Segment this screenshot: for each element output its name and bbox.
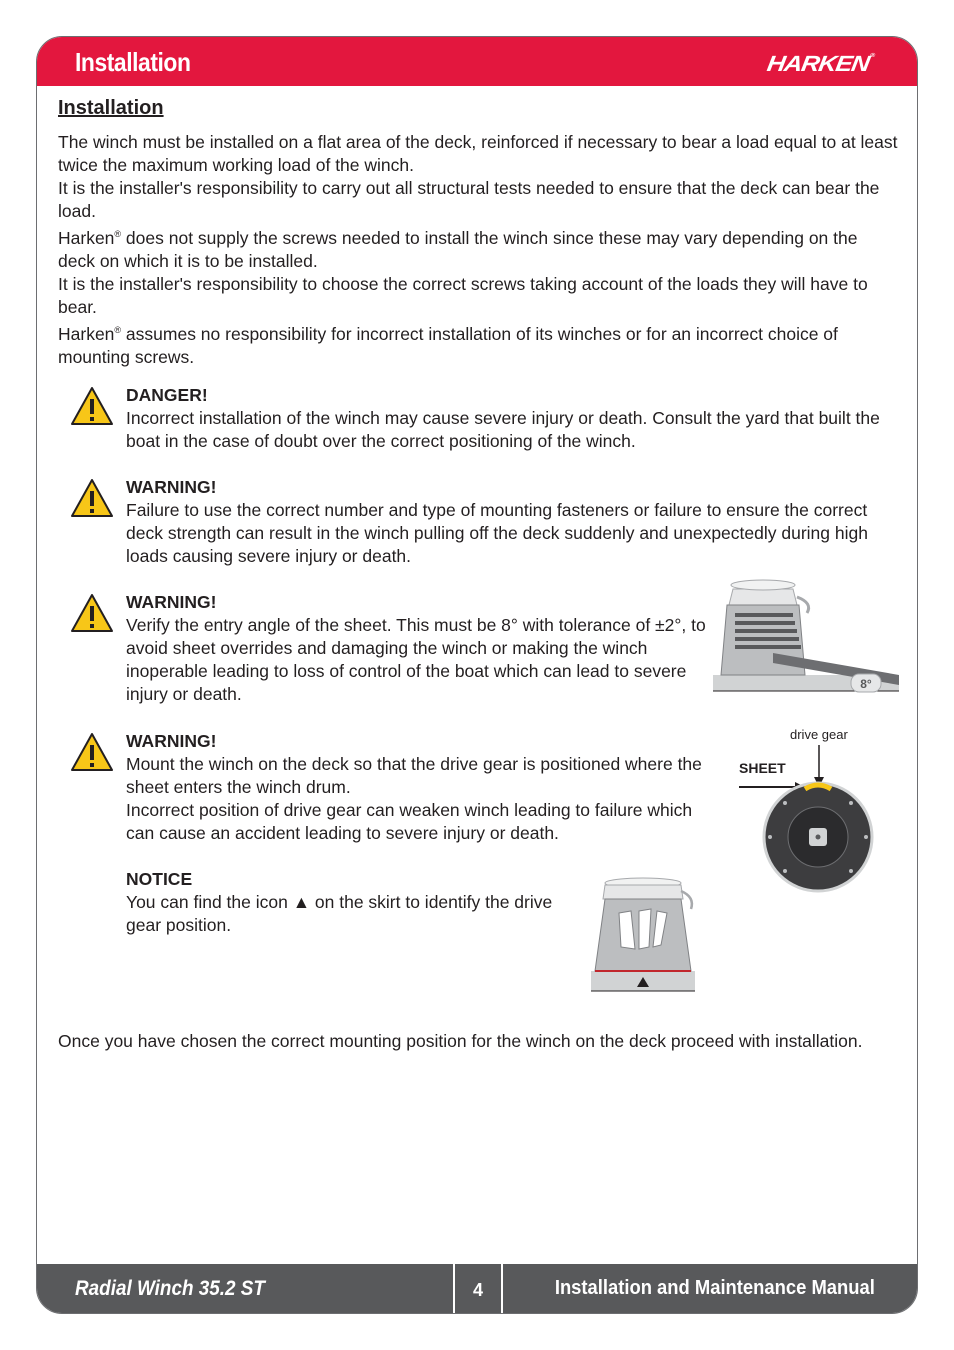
intro-paragraph-4: It is the installer's responsibility to choose the correct screws taking account of the loads they will have to bear.	[58, 273, 868, 317]
drive-gear-triangle-icon: ▲	[292, 892, 311, 912]
manual-title: Installation and Maintenance Manual	[554, 1277, 875, 1299]
intro-paragraph-2: It is the installer's responsibility to carry out all structural tests needed to ensure that the deck can bear the load.	[58, 178, 880, 221]
logo-mark: ®	[869, 52, 875, 59]
notice-heading: DANGER!	[126, 385, 208, 405]
section-title: Installation	[58, 97, 164, 119]
notice-text: Failure to use the correct number and type of mounting fasteners or failure to ensure the correct deck strength can result in the winch pulling off the deck suddenly and unexpectedly during high loads causing severe injury or death.	[126, 500, 868, 566]
notice-text: You can find the icon ▲ on the skirt to identify the drive gear position.	[126, 892, 553, 935]
page-footer	[37, 1264, 917, 1313]
notice-text-2: Incorrect position of drive gear can weaken winch leading to failure which can cause an accident leading to severe injury or death.	[126, 800, 693, 843]
winch-sheet-angle-figure	[713, 575, 901, 695]
notice-heading: WARNING!	[126, 592, 217, 612]
winch-top-view-figure	[735, 745, 875, 895]
page-number: 4	[453, 1264, 503, 1313]
warning-triangle-icon	[70, 386, 114, 426]
notice-text: Mount the winch on the deck so that the drive gear is positioned where the sheet enters the winch drum.	[126, 754, 702, 797]
warning-triangle-icon	[70, 478, 114, 518]
notice-heading: NOTICE	[126, 869, 193, 889]
main-content	[58, 96, 898, 369]
winch-skirt-icon-figure	[591, 875, 699, 993]
product-name: Radial Winch 35.2 ST	[75, 1277, 265, 1300]
intro-paragraph-1: The winch must be installed on a flat area of the deck, reinforced if necessary to bear a load equal to at least twice the maximum working load of the winch.	[58, 132, 898, 175]
notice-text: Incorrect installation of the winch may cause severe injury or death. Consult the yard that built the boat in the case of doubt over the correct positioning of the winch.	[126, 408, 880, 451]
header-title: Installation	[75, 47, 191, 77]
warning-triangle-icon	[70, 593, 114, 633]
angle-label: 8°	[860, 677, 872, 691]
warning-triangle-icon	[70, 732, 114, 772]
intro-paragraph-5: Harken® assumes no responsibility for incorrect installation of its winches or for an incorrect choice of mounting screws.	[58, 323, 838, 367]
logo-text: HARKEN	[765, 51, 872, 76]
notice-heading: WARNING!	[126, 731, 217, 751]
notice-text: Verify the entry angle of the sheet. This must be 8° with tolerance of ±2°, to avoid sheet overrides and damaging the winch or making the winch inoperable leading to loss of control of the boat which can lead to severe injury or death.	[126, 615, 706, 704]
drive-gear-label: drive gear	[790, 727, 848, 742]
page-frame	[36, 36, 918, 1314]
harken-logo	[766, 51, 875, 77]
intro-paragraph-3: Harken® does not supply the screws needed to install the winch since these may vary depending on the deck on which it is to be installed.	[58, 227, 858, 271]
sheet-label: SHEET	[739, 760, 786, 776]
closing-paragraph: Once you have chosen the correct mounting position for the winch on the deck proceed with installation.	[58, 1031, 863, 1051]
notice-heading: WARNING!	[126, 477, 217, 497]
page-header	[37, 37, 917, 86]
